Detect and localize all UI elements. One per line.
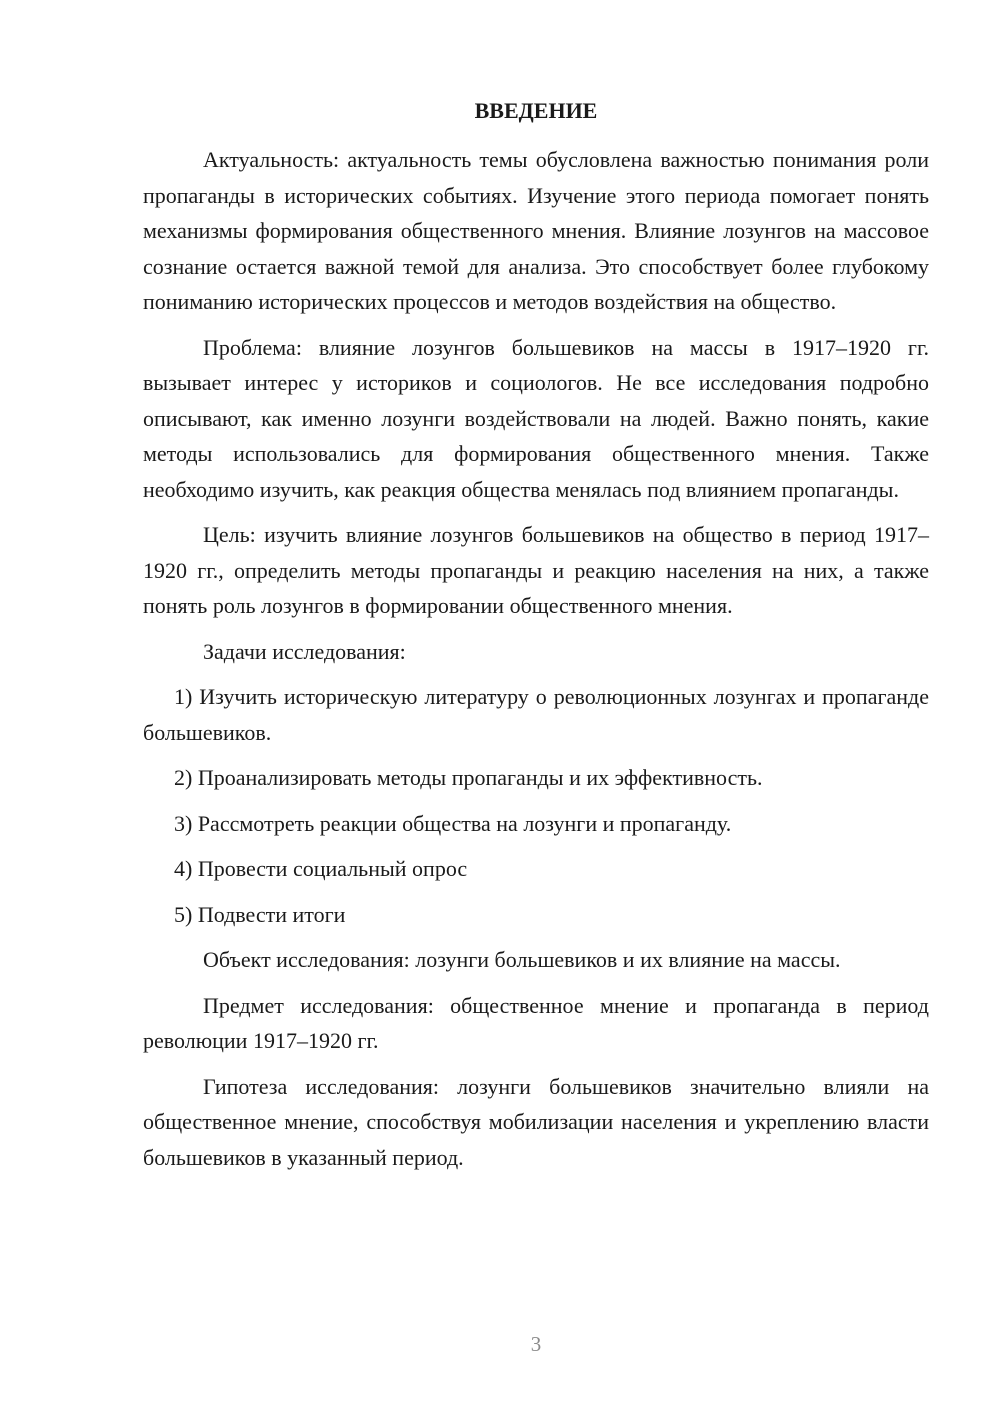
task-item-4: 4) Провести социальный опрос	[174, 856, 468, 881]
paragraph-object: Объект исследования: лозунги большевиков и их влияние на массы.	[203, 947, 841, 972]
paragraph-tasks-heading: Задачи исследования:	[203, 638, 406, 664]
document-body	[143, 142, 929, 1185]
page-title: ВВЕДЕНИЕ	[474, 98, 598, 123]
paragraph-relevance: Актуальность: актуальность темы обусловлена важностью понимания роли пропаганды в исторических событиях. Изучение этого периода помогает понять механизмы формирования общественного мнения. Влияние лозунгов на массовое сознание остается важной темой для анализа. Это способствует более глубокому пониманию исторических процессов и методов воздействия на общество.	[143, 147, 929, 314]
task-item-2: 2) Проанализировать методы пропаганды и их эффективность.	[174, 765, 763, 790]
task-item-1: 1) Изучить историческую литературу о революционных лозунгах и пропаганде большевиков.	[143, 684, 929, 745]
paragraph-hypothesis: Гипотеза исследования: лозунги большевиков значительно влияли на общественное мнение, способствуя мобилизации населения и укреплению власти большевиков в указанный период.	[143, 1073, 929, 1170]
paragraph-problem: Проблема: влияние лозунгов большевиков на массы в 1917–1920 гг. вызывает интерес у историков и социологов. Не все исследования подробно описывают, как именно лозунги воздействовали на людей. Важно понять, какие методы использовались для формирования общественного мнения. Также необходимо изучить, как реакция общества менялась под влиянием пропаганды.	[143, 334, 929, 502]
paragraph-subject: Предмет исследования: общественное мнение и пропаганда в период революции 1917–1920 гг.	[143, 992, 929, 1053]
page-number: 3	[530, 1332, 542, 1356]
task-item-3: 3) Рассмотреть реакции общества на лозунги и пропаганду.	[174, 810, 732, 836]
document-page	[143, 0, 929, 1414]
paragraph-goal: Цель: изучить влияние лозунгов большевиков на общество в период 1917–1920 гг., определить методы пропаганды и реакцию населения на них, а также понять роль лозунгов в формировании общественного мнения.	[143, 522, 929, 618]
task-item-5: 5) Подвести итоги	[174, 901, 346, 927]
